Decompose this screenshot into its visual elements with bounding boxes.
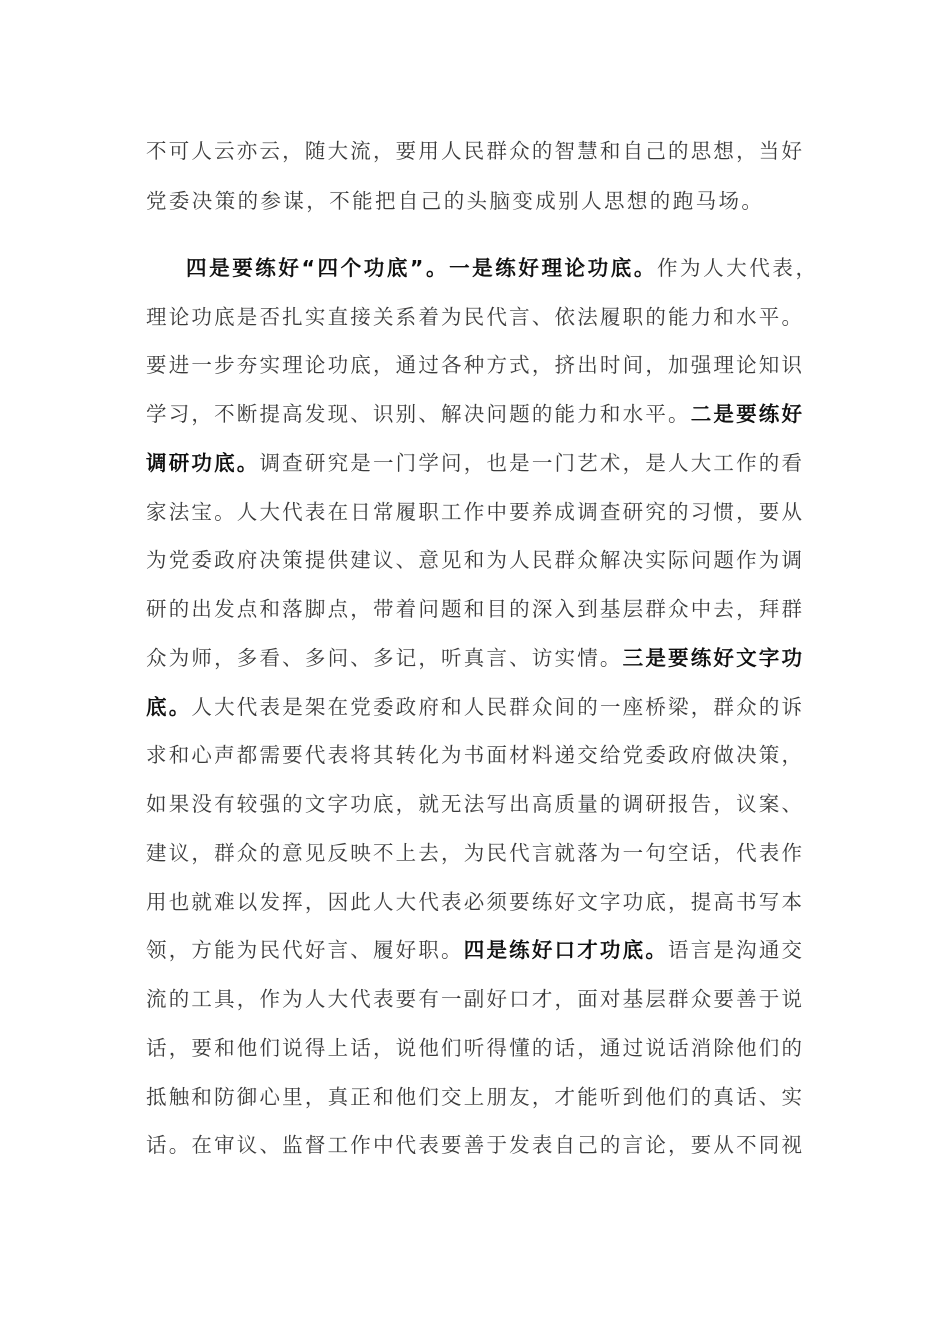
text-line xyxy=(146,833,802,873)
bold-heading: 四是要练好“四个功底”。一是练好理论功底。 xyxy=(186,256,657,280)
text-segment: 研的出发点和落脚点，带着问题和目的深入到基层群众中去，拜群 xyxy=(146,597,802,621)
text-line xyxy=(146,930,802,970)
text-segment: 理论功底是否扎实直接关系着为民代言、依法履职的能力和水平。 xyxy=(146,305,802,329)
text-segment: 家法宝。人大代表在日常履职工作中要养成调查研究的习惯，要从 xyxy=(146,500,802,524)
bold-heading: 二是要练好 xyxy=(690,402,803,426)
text-segment: 众为师，多看、多问、多记，听真言、访实情。 xyxy=(146,646,623,670)
text-segment: 话，要和他们说得上话，说他们听得懂的话，通过说话消除他们的 xyxy=(146,1036,802,1060)
text-segment: 调查研究是一门学问，也是一门艺术，是人大工作的看 xyxy=(259,451,803,475)
text-segment: 人大代表是架在党委政府和人民群众间的一座桥梁，群众的诉 xyxy=(191,695,803,719)
text-line xyxy=(146,1028,802,1068)
text-segment: 求和心声都需要代表将其转化为书面材料递交给党委政府做决策， xyxy=(146,743,802,767)
bold-heading: 底。 xyxy=(146,695,192,719)
text-line xyxy=(146,1077,802,1117)
text-segment: 语言是沟通交 xyxy=(668,938,803,962)
text-segment: 领，方能为民代好言、履好职。 xyxy=(146,938,464,962)
text-line xyxy=(146,394,802,434)
text-line xyxy=(146,540,802,580)
text-line xyxy=(146,297,802,337)
text-segment: 要进一步夯实理论功底，通过各种方式，挤出时间，加强理论知识 xyxy=(146,353,802,377)
text-line xyxy=(146,1125,802,1165)
text-segment: 建议，群众的意见反映不上去，为民代言就落为一句空话，代表作 xyxy=(146,841,802,865)
text-line xyxy=(146,638,802,678)
text-segment: 作为人大代表， xyxy=(656,256,817,280)
text-segment: 如果没有较强的文字功底，就无法写出高质量的调研报告，议案、 xyxy=(146,792,802,816)
text-line xyxy=(146,882,802,922)
text-segment: 话。在审议、监督工作中代表要善于发表自己的言论，要从不同视 xyxy=(146,1133,802,1157)
text-line xyxy=(146,131,802,171)
text-segment: 不可人云亦云，随大流，要用人民群众的智慧和自己的思想，当好 xyxy=(146,139,802,163)
text-line xyxy=(146,687,802,727)
text-segment: 抵触和防御心里，真正和他们交上朋友，才能听到他们的真话、实 xyxy=(146,1085,802,1109)
text-line xyxy=(146,345,802,385)
text-line xyxy=(146,784,802,824)
text-line xyxy=(146,589,802,629)
text-segment: 为党委政府决策提供建议、意见和为人民群众解决实际问题作为调 xyxy=(146,548,802,572)
bold-heading: 调研功底。 xyxy=(146,451,260,475)
text-line xyxy=(146,181,764,221)
bold-heading: 三是要练好文字功 xyxy=(622,646,802,670)
text-line xyxy=(146,979,802,1019)
text-line xyxy=(146,735,802,775)
text-segment: 用也就难以发挥，因此人大代表必须要练好文字功底，提高书写本 xyxy=(146,890,802,914)
text-segment: 党委决策的参谋，不能把自己的头脑变成别人思想的跑马场。 xyxy=(146,189,765,213)
text-line xyxy=(146,443,802,483)
text-segment: 学习，不断提高发现、识别、解决问题的能力和水平。 xyxy=(146,402,691,426)
bold-heading: 四是练好口才功底。 xyxy=(463,938,669,962)
text-segment: 流的工具，作为人大代表要有一副好口才，面对基层群众要善于说 xyxy=(146,987,802,1011)
text-line xyxy=(146,492,802,532)
paragraph-first-line xyxy=(186,248,816,288)
